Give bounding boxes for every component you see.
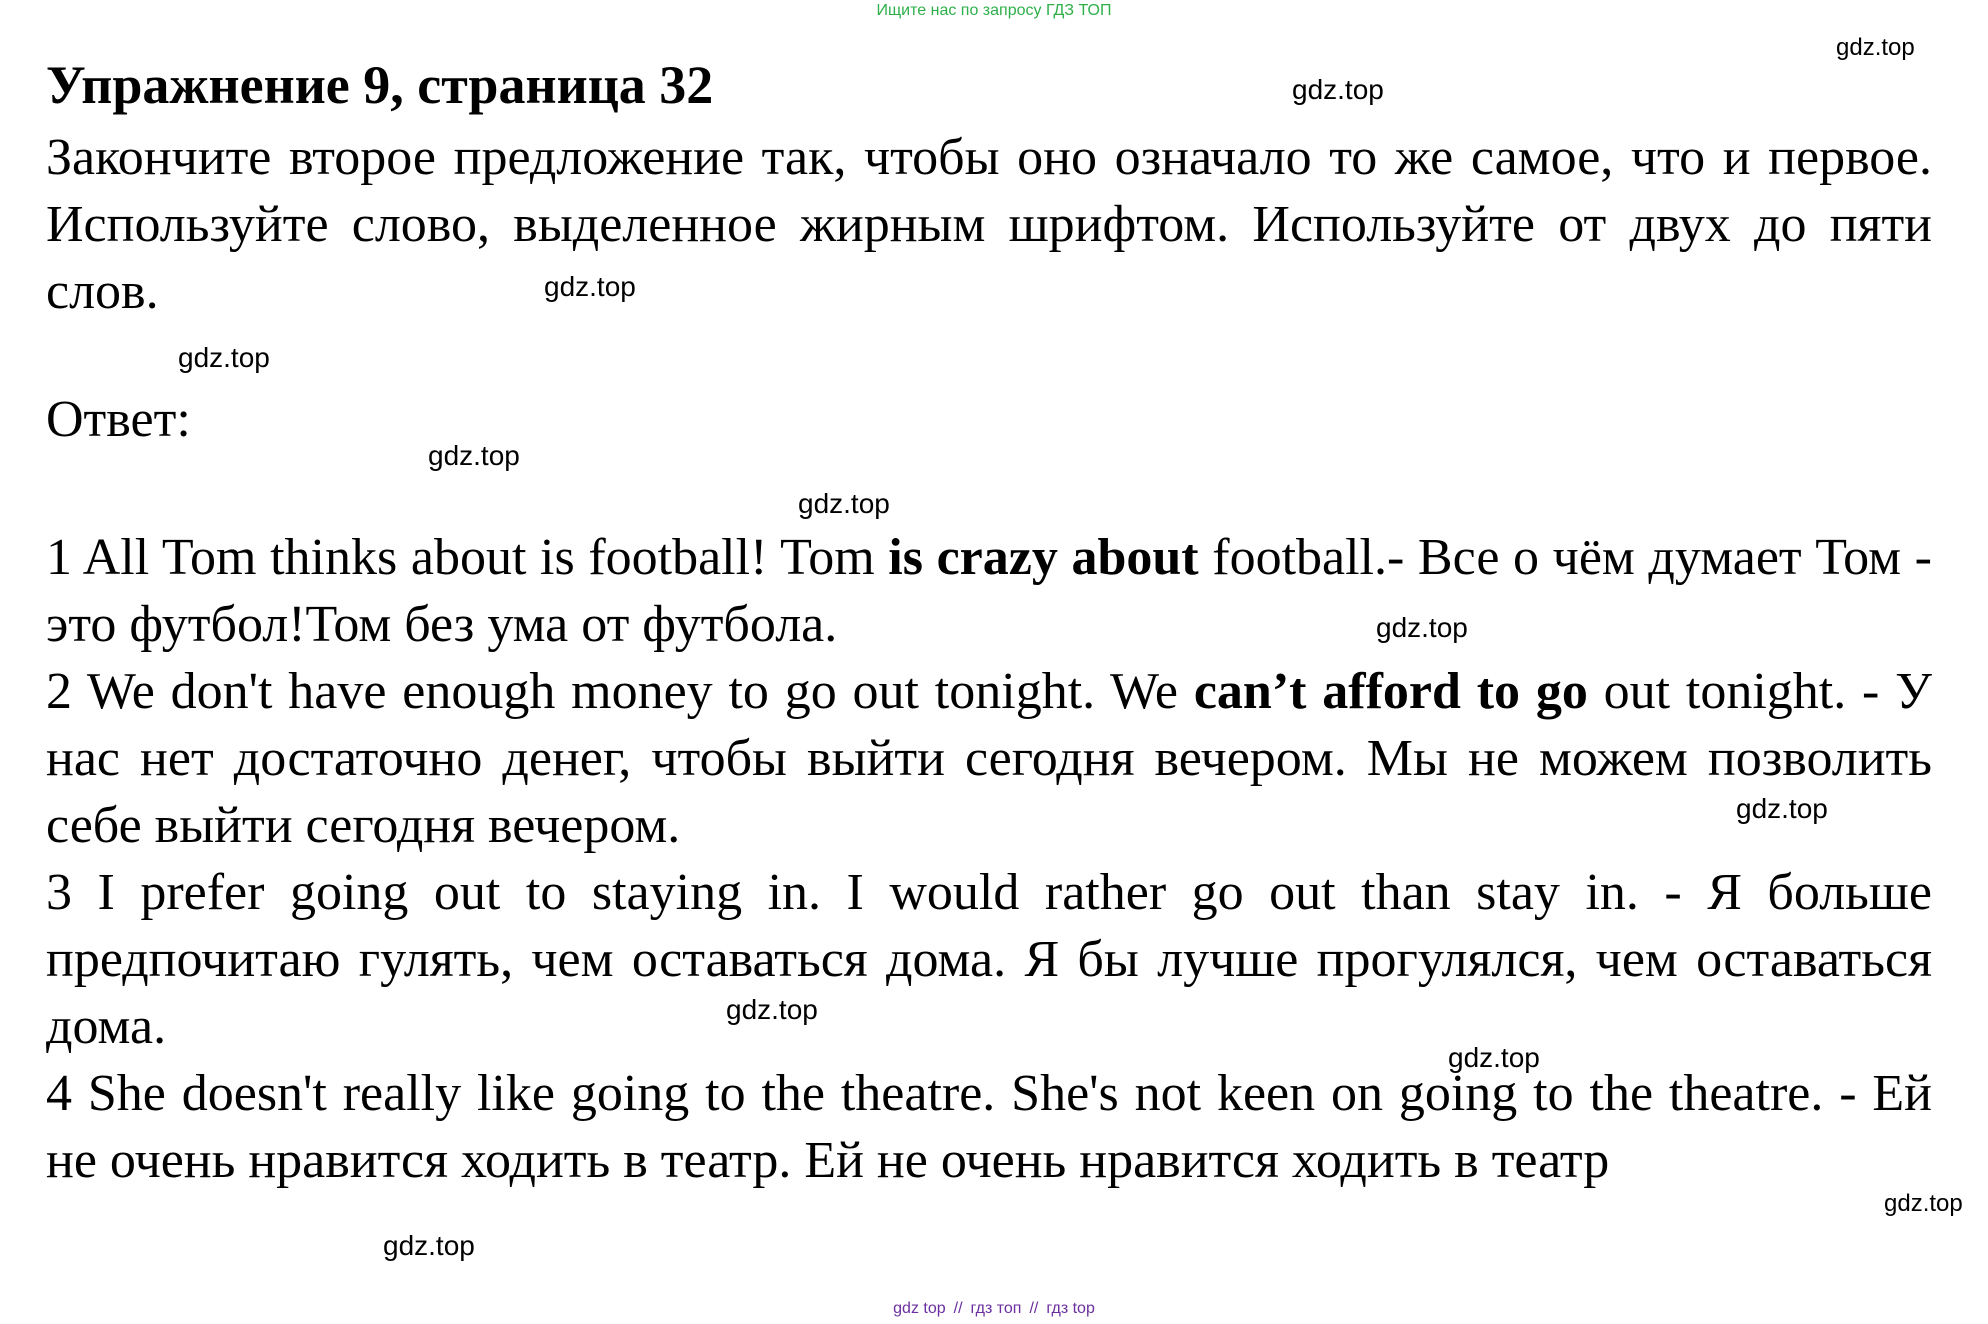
watermark: gdz.top bbox=[1448, 1042, 1540, 1073]
footer-link-gdz-top[interactable]: gdz top bbox=[893, 1300, 946, 1317]
answer-1-bold: is crazy about bbox=[888, 529, 1199, 586]
footer-link-gdz-top-ru[interactable]: гдз топ bbox=[970, 1300, 1022, 1317]
footer-link-gdz-top-mixed[interactable]: гдз top bbox=[1046, 1300, 1095, 1317]
watermark: gdz.top bbox=[428, 440, 520, 471]
footer-separator: // bbox=[1029, 1300, 1039, 1317]
answer-item-1 bbox=[46, 524, 1932, 658]
watermark: gdz.top bbox=[1836, 34, 1915, 61]
watermark: gdz.top bbox=[1736, 793, 1828, 824]
page-title: Упражнение 9, страница 32 bbox=[46, 55, 714, 115]
watermark: gdz.top bbox=[726, 994, 818, 1025]
top-banner[interactable]: Ищите нас по запросу ГДЗ ТОП bbox=[876, 2, 1112, 19]
watermark: gdz.top bbox=[544, 271, 636, 302]
watermark: gdz.top bbox=[178, 342, 270, 373]
answer-1-before: 1 All Tom thinks about is football! Tom bbox=[46, 529, 889, 586]
answer-2-before: 2 We don't have enough money to go out tonight. We bbox=[46, 663, 1194, 720]
answer-label: Ответ: bbox=[46, 391, 191, 448]
answer-2-after: out tonight. - У нас нет достаточно денег, чтобы выйти сегодня вечером. Мы не можем позволить себе выйти сегодня вечером. bbox=[46, 663, 1932, 854]
watermark: gdz.top bbox=[1376, 612, 1468, 643]
footer-links bbox=[0, 1300, 1988, 1318]
watermark: gdz.top bbox=[798, 488, 890, 519]
answer-3-text: 3 I prefer going out to staying in. I would rather go out than stay in. - Я больше предпочитаю гулять, чем оставаться дома. Я бы лучше прогулялся, чем оставаться дома. bbox=[46, 864, 1932, 1055]
watermark: gdz.top bbox=[1884, 1190, 1963, 1217]
answer-item-2 bbox=[46, 658, 1932, 859]
answers-list bbox=[46, 524, 1932, 1194]
answer-2-bold: can’t afford to go bbox=[1193, 663, 1588, 720]
answer-1-after: football.- Все о чём думает Том - это футбол!Том без ума от футбола. bbox=[46, 529, 1932, 653]
footer-separator: // bbox=[953, 1300, 963, 1317]
answer-4-text: 4 She doesn't really like going to the theatre. She's not keen on going to the theatre. - Ей не очень нравится ходить в театр. Ей не очень нравится ходить в театр bbox=[46, 1065, 1932, 1189]
watermark: gdz.top bbox=[383, 1230, 475, 1261]
answer-item-3 bbox=[46, 859, 1932, 1060]
answer-item-4 bbox=[46, 1060, 1932, 1194]
instructions-text: Закончите второе предложение так, чтобы оно означало то же самое, что и первое. Используйте слово, выделенное жирным шрифтом. Используйте от двух до пяти слов. bbox=[46, 129, 1932, 320]
watermark: gdz.top bbox=[1292, 74, 1384, 105]
